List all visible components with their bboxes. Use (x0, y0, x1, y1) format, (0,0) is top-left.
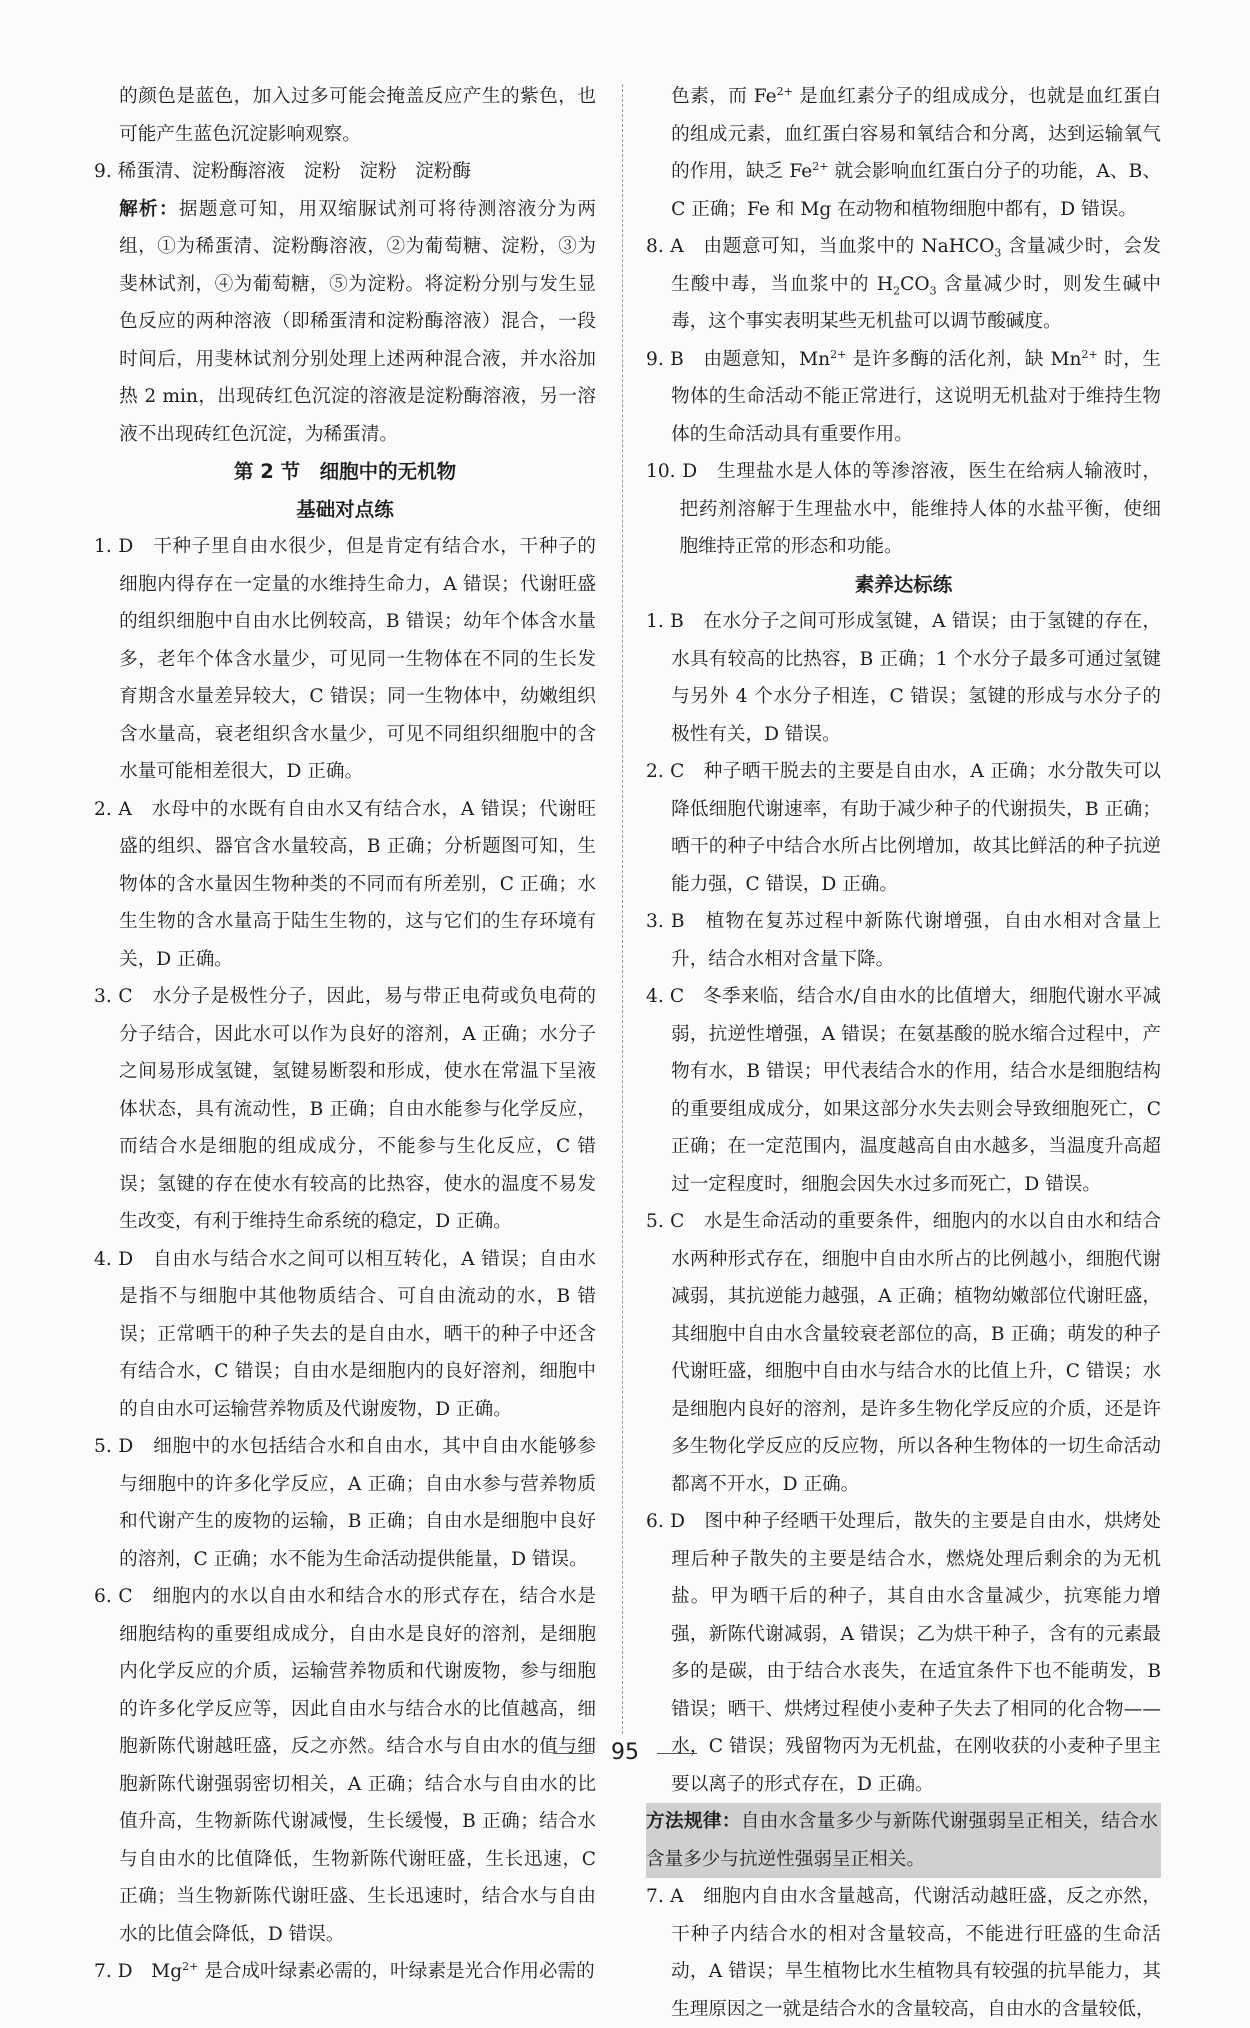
answer-item: 6. C 细胞内的水以自由水和结合水的形式存在，结合水是细胞结构的重要组成成分，自由水是良好的溶剂，是细胞内化学反应的介质，运输营养物质和代谢废物，参与细胞的许多化学反应等，因此自由水与结合水的比值越高，细胞新陈代谢越旺盛，反之亦然。结合水与自由水的值与细胞新陈代谢强弱密切相关，A 正确；结合水与自由水的比值升高，生物新陈代谢减慢，生长缓慢，B 正确；结合水与自由水的比值降低，生物新陈代谢旺盛，生长迅速，C 正确；当生物新陈代谢旺盛、生长迅速时，结合水与自由水的比值会降低，D 错误。 (94, 1586, 596, 1945)
answer-item: 7. D $Mg^{2+}$ 是合成叶绿素必需的，叶绿素是光合作用必需的 (94, 1959, 595, 1982)
answer-item: 3. B 植物在复苏过程中新陈代谢增强，自由水相对含量上升，结合水相对含量下降。 (646, 911, 1161, 970)
q9-answer: 9. 稀蛋清、淀粉酶溶液 淀粉 淀粉 淀粉酶 (94, 161, 471, 182)
analysis-label: 解析： (119, 198, 179, 220)
subsection-title-basic: 基础对点练 (296, 497, 394, 521)
answer-item: 10. D 生理盐水是人体的等渗溶液，医生在给病人输液时，把药剂溶解于生理盐水中，能维持人体的水盐平衡，使细胞维持正常的形态和功能。 (646, 461, 1161, 557)
answer-item: 5. D 细胞中的水包括结合水和自由水，其中自由水能够参与细胞中的许多化学反应，A 正确；自由水参与营养物质和代谢产生的废物的运输，B 正确；自由水是细胞中良好的溶剂，C 正确；水不能为生命活动提供能量，D 错误。 (94, 1436, 596, 1570)
q9-analysis (94, 191, 596, 454)
answer-item: 2. A 水母中的水既有自由水又有结合水，A 错误；代谢旺盛的组织、器官含水量较高，B 正确；分析题图可知，生物体的含水量因生物种类的不同而有所差别，C 正确；水生生物的含水量高于陆生生物的，这与它们的生存环境有关，D 正确。 (94, 798, 596, 970)
answer-item: 8. A 由题意可知，当血浆中的 NaHCO$_3$ 含量减少时，会发生酸中毒，当血浆中的 $H_2CO_3$ 含量减少时，则发生碱中毒，这个事实表明某些无机盐可以调节酸碱度。 (646, 236, 1161, 332)
method-tip-box (646, 1803, 1161, 1878)
section-title: 第 2 节 细胞中的无机物 (233, 460, 457, 483)
analysis-text: 据题意可知，用双缩脲试剂可将待测溶液分为两组，①为稀蛋清、淀粉酶溶液，②为葡萄糖、淀粉，③为斐林试剂，④为葡萄糖，⑤为淀粉。将淀粉分别与发生显色反应的两种溶液（即稀蛋清和淀粉酶溶液）混合，一段时间后，用斐林试剂分别处理上述两种混合液，并水浴加热 2 min，出现砖红色沉淀的溶液是淀粉酶溶液，另一溶液不出现砖红色沉淀，为稀蛋清。 (119, 198, 596, 445)
tip-text: 自由水含量多少与新陈代谢强弱呈正相关，结合水含量多少与抗逆性强弱呈正相关。 (646, 1811, 1158, 1870)
answer-item: 4. C 冬季来临，结合水/自由水的比值增大，细胞代谢水平减弱，抗逆性增强，A 错误；在氨基酸的脱水缩合过程中，产物有水，B 错误；甲代表结合水的作用，结合水是细胞结构的重要组成成分，如果这部分水失去则会导致细胞死亡，C 正确；在一定范围内，温度越高自由水越多，当温度升高超过一定程度时，细胞会因失水过多而死亡，D 错误。 (646, 986, 1161, 1195)
right-column (646, 78, 1161, 2028)
answer-item: 5. C 水是生命活动的重要条件，细胞内的水以自由水和结合水两种形式存在，细胞中自由水所占的比例越小，细胞代谢减弱，其抗逆能力越强，A 正确；植物幼嫩部位代谢旺盛，其细胞中自由水含量较衰老部位的高，B 正确；萌发的种子代谢旺盛，细胞中自由水与结合水的比值上升，C 错误；水是细胞内良好的溶剂，是许多生物化学反应的介质，还是许多生物化学反应的反应物，所以各种生物体的一切生命活动都离不开水，D 正确。 (646, 1211, 1161, 1495)
page-number: 95 (0, 1740, 1250, 1765)
intro-paragraph: 的颜色是蓝色，加入过多可能会掩盖反应产生的紫色，也可能产生蓝色沉淀影响观察。 (119, 86, 596, 145)
answer-item: 9. B 由题意知，$Mn^{2+}$ 是许多酶的活化剂，缺 $Mn^{2+}$ 时，生物体的生命活动不能正常进行，这说明无机盐对于维持生物体的生命活动具有重要作用。 (646, 347, 1161, 445)
subsection-title-literacy: 素养达标练 (854, 572, 953, 596)
answer-item: 4. D 自由水与结合水之间可以相互转化，A 错误；自由水是指不与细胞中其他物质结合、可自由流动的水，B 错误；正常晒干的种子失去的是自由水，晒干的种子中还含有结合水，C 错误；自由水是细胞内的良好溶剂，细胞中的自由水可运输营养物质及代谢废物，D 正确。 (94, 1248, 596, 1420)
answer-item: 6. D 图中种子经晒干处理后，散失的主要是自由水，烘烤处理后种子散失的主要是结合水，燃烧处理后剩余的为无机盐。甲为晒干后的种子，其自由水含量减少，抗寒能力增强，新陈代谢减弱，A 错误；乙为烘干种子，含有的元素最多的是碳，由于结合水丧失，在适宜条件下也不能萌发，B 错误；晒干、烘烤过程使小麦种子失去了相同的化合物——水，C 错误；残留物丙为无机盐，在刚收获的小麦种子里主要以离子的形式存在，D 正确。 (646, 1511, 1161, 1795)
answer-item: 2. C 种子晒干脱去的主要是自由水，A 正确；水分散失可以降低细胞代谢速率，有助于减少种子的代谢损失，B 正确；晒干的种子中结合水所占比例增加，故其比鲜活的种子抗逆能力强，C 错误，D 正确。 (646, 761, 1161, 895)
column-divider (622, 84, 623, 1734)
tip-label: 方法规律： (646, 1811, 741, 1832)
answer-item: 1. B 在水分子之间可形成氢键，A 错误；由于氢键的存在，水具有较高的比热容，B 正确；1 个水分子最多可通过氢键与另外 4 个水分子相连，C 错误；氢键的形成与水分子的极性有关，D 错误。 (646, 611, 1161, 745)
answer-item: 1. D 干种子里自由水很少，但是肯定有结合水，干种子的细胞内得存在一定量的水维持生命力，A 错误；代谢旺盛的组织细胞中自由水比例较高，B 错误；幼年个体含水量多，老年个体含水量少，可见同一生物体在不同的生长发育期含水量差异较大，C 错误；同一生物体中，幼嫩组织含水量高，衰老组织含水量少，可见不同组织细胞中的含水量可能相差很大，D 正确。 (94, 536, 596, 782)
q7-continuation: 色素，而 $Fe^{2+}$ 是血红素分子的组成成分，也就是血红蛋白的组成元素，血红蛋白容易和氧结合和分离，达到运输氧气的作用，缺乏 $Fe^{2+}$ 就会影响血红蛋白分子的功能，A、B、C 正确；Fe 和 Mg 在动物和植物细胞中都有，D 错误。 (671, 84, 1161, 220)
left-column (94, 78, 596, 1991)
answer-item: 7. A 细胞内自由水含量越高，代谢活动越旺盛，反之亦然，干种子内结合水的相对含量较高，不能进行旺盛的生命活动，A 错误；旱生植物比水生植物具有较强的抗旱能力，其生理原因之一就是结合水的含量较高，自由水的含量较低， (646, 1886, 1161, 2020)
answer-item: 3. C 水分子是极性分子，因此，易与带正电荷或负电荷的分子结合，因此水可以作为良好的溶剂，A 正确；水分子之间易形成氢键，氢键易断裂和形成，使水在常温下呈液体状态，具有流动性，B 正确；自由水能参与化学反应，而结合水是细胞的组成成分，不能参与生化反应，C 错误；氢键的存在使水有较高的比热容，使水的温度不易发生改变，有利于维持生命系统的稳定，D 正确。 (94, 986, 596, 1232)
